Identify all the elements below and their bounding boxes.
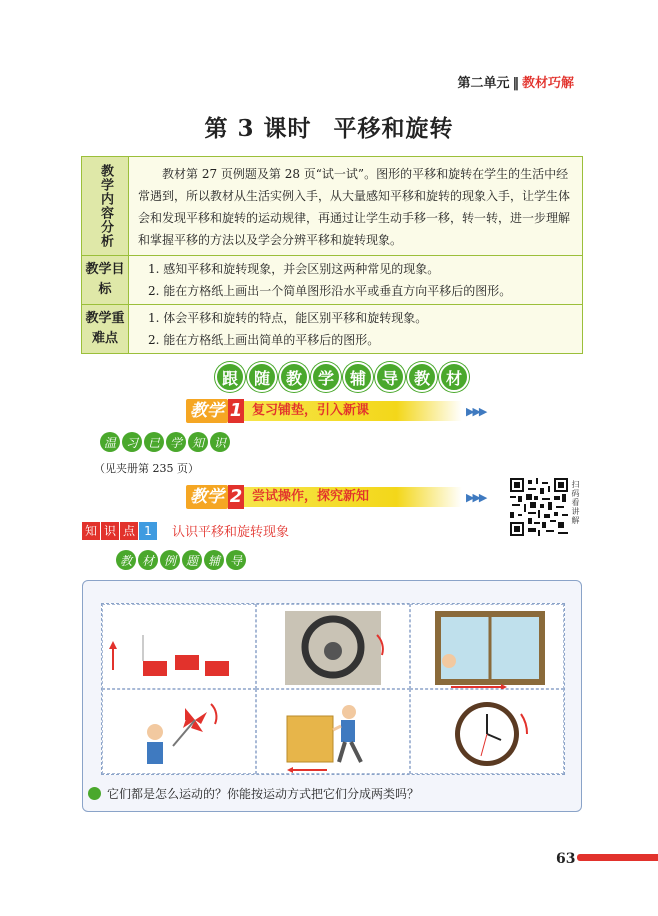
step-tag: 教学 (186, 399, 228, 423)
steering-wheel-scene (256, 604, 410, 689)
list-item: 1. 体会平移和旋转的特点，能区别平移和旋转现象。 (148, 311, 428, 325)
list-item: 1. 感知平移和旋转现象，并会区别这两种常见的现象。 (148, 262, 440, 276)
page-number-bar (577, 854, 658, 861)
list-item: 2. 能在方格纸上画出一个简单图形沿水平或垂直方向平移后的图形。 (148, 284, 512, 298)
sliding-window-scene (410, 604, 564, 689)
row-label: 教学目标 (82, 256, 129, 304)
heading-char: 识 (210, 432, 230, 452)
unit-header (457, 72, 574, 91)
heading-char: 例 (160, 550, 180, 570)
row-content: 教材第 27 页例题及第 28 页“试一试”。图形的平移和旋转在学生的生活中经常遇到，所以教材从生活实例入手，从大量感知平移和旋转的现象入手，让学生体会和发现平移和旋转的运动规律，再通过让学生动手移一移，转一转，进一步理解和掌握平移的方法以及学会分辨平移和旋转现象。 (138, 167, 571, 247)
illustration-grid (101, 603, 565, 775)
banner-char: 教 (407, 362, 437, 392)
page-title (0, 110, 658, 143)
qr-label: 扫码看讲解 (571, 480, 580, 525)
lesson-analysis-table (81, 156, 583, 354)
qr-code-icon[interactable] (510, 478, 568, 536)
heading-char: 导 (226, 550, 246, 570)
teaching-step-2 (186, 486, 485, 508)
step-number: 1 (229, 400, 243, 421)
arrows-icon: ▶▶▶ (466, 490, 486, 504)
heading-char: 教 (116, 550, 136, 570)
teaching-step-1 (186, 400, 485, 422)
heading-char: 已 (144, 432, 164, 452)
step-tag: 教学 (186, 485, 228, 509)
series-brand: 教材巧解 (521, 76, 574, 91)
follow-guide-banner (215, 362, 469, 392)
table-row (82, 305, 582, 353)
step-title: 尝试操作，探究新知 (244, 487, 462, 507)
heading-char: 习 (122, 432, 142, 452)
kp-title: 认识平移和旋转现象 (172, 525, 290, 540)
arrows-icon: ▶▶▶ (466, 404, 486, 418)
reference-note: （见夹册第 235 页） (94, 462, 199, 475)
knowledge-point-heading (82, 521, 289, 540)
lesson-number: 第 3 课时 (204, 115, 312, 142)
banner-char: 导 (375, 362, 405, 392)
kp-number: 1 (139, 522, 157, 540)
row-label: 教学内容分析 (82, 157, 129, 255)
pushing-box-scene (256, 689, 410, 774)
heading-char: 材 (138, 550, 158, 570)
row-label: 教学重难点 (82, 305, 129, 353)
banner-char: 教 (279, 362, 309, 392)
heading-char: 辅 (204, 550, 224, 570)
kp-char: 点 (120, 522, 138, 540)
banner-char: 辅 (343, 362, 373, 392)
header-separator: ‖ (512, 76, 519, 91)
heading-char: 温 (100, 432, 120, 452)
heading-char: 学 (166, 432, 186, 452)
review-heading (100, 432, 230, 452)
banner-char: 跟 (215, 362, 245, 392)
banner-char: 学 (311, 362, 341, 392)
banner-char: 随 (247, 362, 277, 392)
banner-char: 材 (439, 362, 469, 392)
table-row (82, 157, 582, 256)
heading-char: 知 (188, 432, 208, 452)
table-row (82, 256, 582, 305)
bullet-icon (88, 787, 101, 800)
step-number: 2 (229, 486, 243, 507)
step-title: 复习铺垫，引入新课 (244, 401, 462, 421)
list-item: 2. 能在方格纸上画出简单的平移后的图形。 (148, 333, 380, 347)
example-heading (116, 550, 246, 570)
example-illustration-panel (82, 580, 582, 812)
kp-char: 识 (101, 522, 119, 540)
page-number: 63 (556, 851, 576, 867)
pinwheel-scene (102, 689, 256, 774)
clock-scene (410, 689, 564, 774)
question-line (88, 785, 419, 802)
unit-label: 第二单元 (457, 76, 510, 91)
question-text: 它们都是怎么运动的？你能按运动方式把它们分成两类吗？ (107, 787, 420, 801)
flag-raising-scene (102, 604, 256, 689)
heading-char: 题 (182, 550, 202, 570)
kp-char: 知 (82, 522, 100, 540)
lesson-topic: 平移和旋转 (333, 115, 454, 142)
